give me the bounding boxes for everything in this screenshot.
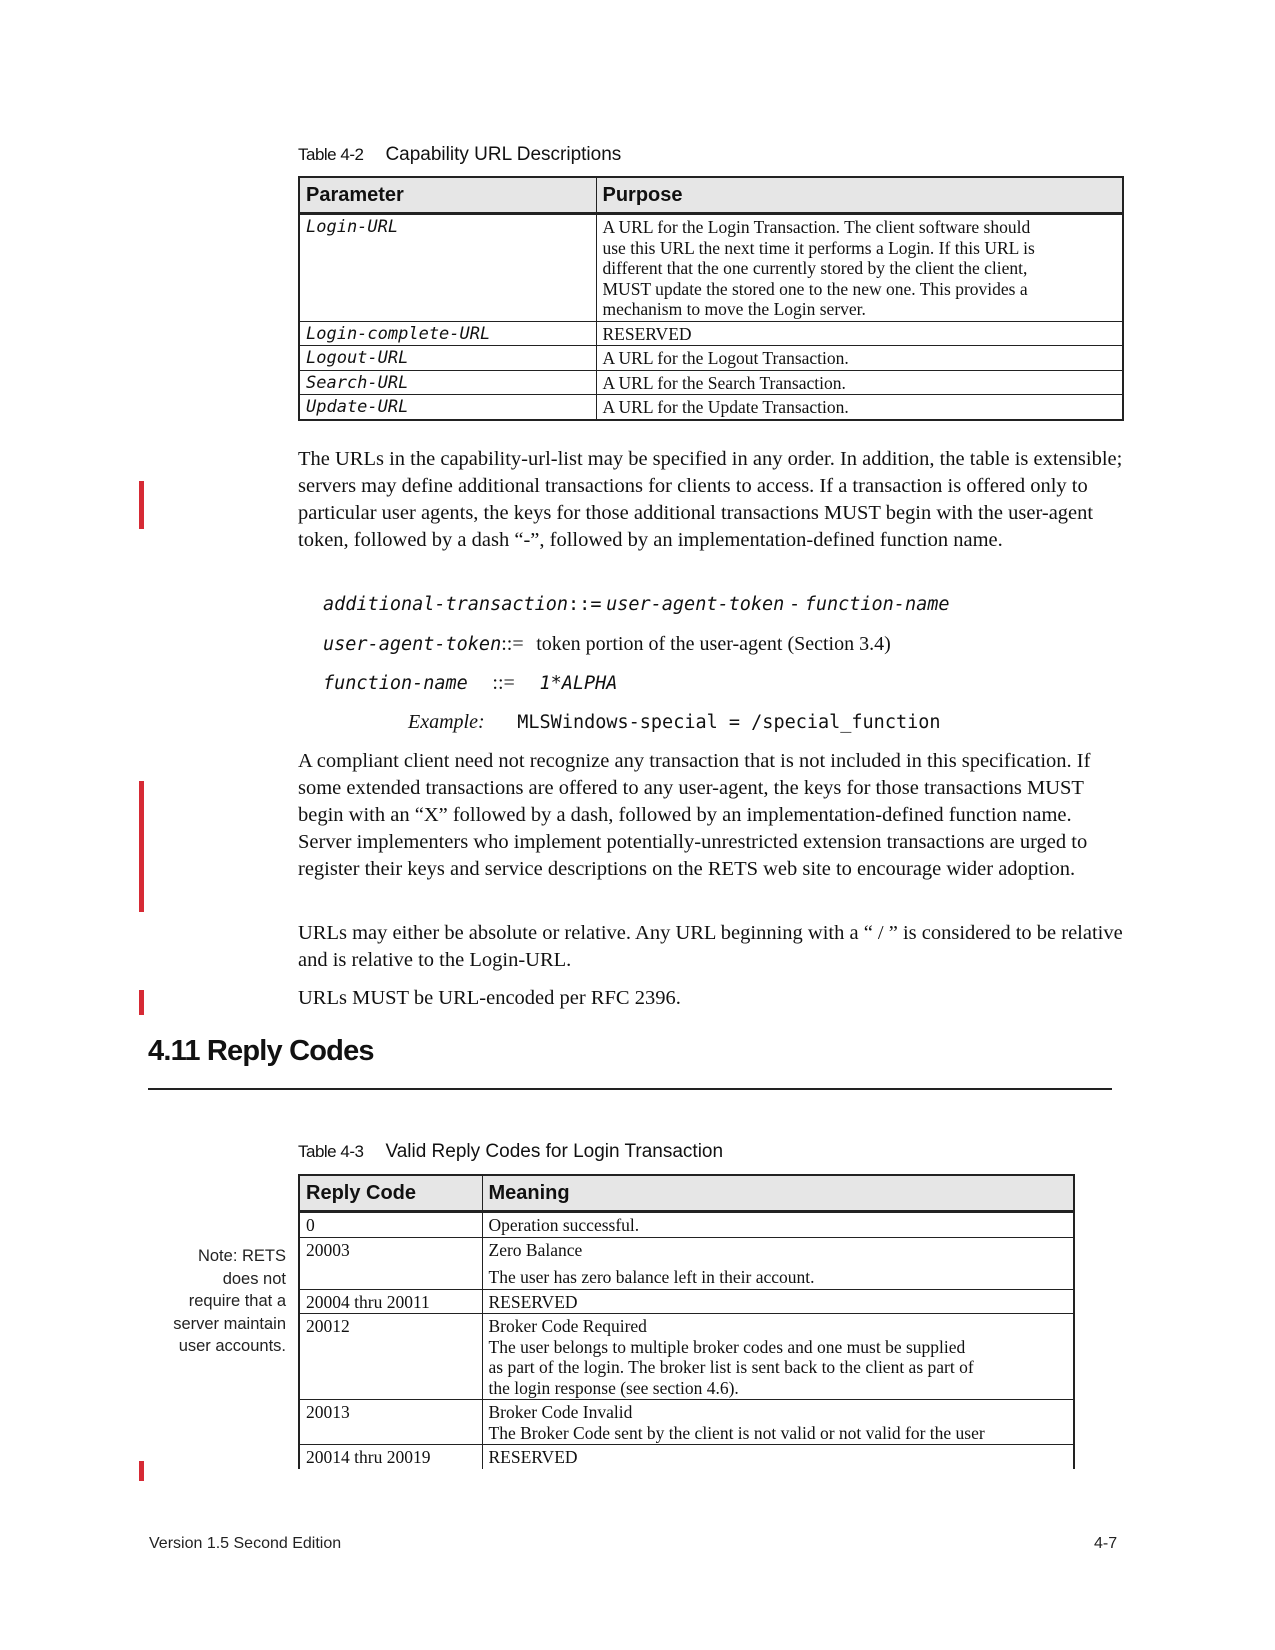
meaning-line: the login response (see section 4.6).	[488, 1377, 739, 1398]
table-caption	[298, 144, 621, 166]
meaning-cell: RESERVED	[482, 1289, 1074, 1314]
body-paragraph: A compliant client need not recognize any transaction that is not included in this specification. If some extended transactions are offered to any user-agent, the keys for those transactions MUST begin with an “X” followed by a dash, followed by an implementation-defined function name. Server implementers who implement potentially-unrestricted extension transactions are urged to register their keys and service descriptions on the RETS web site to encourage wider adoption.	[298, 750, 1091, 880]
grammar-lhs: user-agent-token	[323, 634, 502, 655]
meaning-line: The user has zero balance left in their account.	[488, 1267, 815, 1287]
parameter-cell: Update-URL	[299, 395, 596, 420]
meaning-title: Broker Code Invalid	[488, 1402, 633, 1422]
parameter-cell: Login-URL	[299, 214, 596, 322]
table-caption	[298, 1141, 723, 1163]
meaning-title: Broker Code Required	[488, 1316, 647, 1336]
table-row	[299, 346, 1123, 371]
purpose-cell: A URL for the Update Transaction.	[596, 395, 1123, 420]
table-row	[299, 395, 1123, 420]
table-row	[299, 321, 1123, 346]
note-line: server maintain	[173, 1314, 286, 1333]
grammar-rule-function-name	[323, 672, 617, 695]
grammar-rhs: function-name	[804, 594, 950, 615]
margin-note	[140, 1245, 286, 1358]
table-row	[299, 1289, 1074, 1314]
note-line: Note: RETS	[197, 1247, 286, 1265]
note-line: does not	[222, 1269, 286, 1288]
change-bar	[139, 1461, 144, 1481]
column-header-parameter: Parameter	[299, 177, 596, 214]
capability-url-table	[298, 176, 1124, 421]
note-line: user accounts.	[178, 1337, 286, 1355]
change-bar	[139, 990, 144, 1015]
section-heading: 4.11 Reply Codes	[148, 1035, 374, 1067]
parameter-cell: Search-URL	[299, 370, 596, 395]
table-number: Table 4-3	[298, 1142, 364, 1161]
table-title: Valid Reply Codes for Login Transaction	[385, 1141, 724, 1162]
meaning-cell	[482, 1314, 1074, 1400]
reply-code-cell: 20013	[299, 1400, 482, 1445]
meaning-title: Zero Balance	[488, 1239, 583, 1260]
purpose-line: different that the one currently stored by the client the client,	[602, 258, 1028, 278]
grammar-example	[408, 711, 941, 734]
footer-version: Version 1.5 Second Edition	[149, 1535, 342, 1552]
meaning-cell	[482, 1237, 1074, 1289]
grammar-rule-user-agent-token	[323, 633, 891, 656]
table-row	[299, 1237, 1074, 1289]
reply-code-cell: 20004 thru 20011	[299, 1289, 482, 1314]
meaning-line: The user belongs to multiple broker codes and one must be supplied	[488, 1336, 966, 1357]
table-row	[299, 214, 1123, 322]
example-label: Example:	[408, 711, 485, 733]
grammar-rhs: user-agent-token	[606, 594, 785, 615]
body-paragraph: URLs MUST be URL-encoded per RFC 2396.	[298, 987, 681, 1009]
purpose-line: A URL for the Login Transaction. The client software should	[602, 217, 1031, 237]
table-title: Capability URL Descriptions	[385, 144, 622, 165]
parameter-cell: Logout-URL	[299, 346, 596, 371]
meaning-line: The Broker Code sent by the client is not valid or not valid for the user	[488, 1422, 985, 1443]
purpose-cell	[596, 214, 1123, 322]
meaning-line: as part of the login. The broker list is sent back to the client as part of	[488, 1357, 974, 1377]
column-header-reply-code: Reply Code	[299, 1175, 482, 1212]
table-row	[299, 1212, 1074, 1238]
grammar-rule-additional-transaction	[323, 594, 950, 616]
grammar-dash: -	[788, 594, 801, 615]
table-row	[299, 370, 1123, 395]
table-row	[299, 1314, 1074, 1400]
grammar-operator: ::=	[501, 633, 524, 655]
grammar-operator: ::=	[492, 672, 515, 694]
meaning-cell	[482, 1400, 1074, 1445]
reply-code-cell: 0	[299, 1212, 482, 1238]
purpose-line: MUST update the stored one to the new one. This provides a	[602, 278, 1028, 299]
section-rule	[148, 1088, 1112, 1090]
purpose-cell: A URL for the Logout Transaction.	[596, 346, 1123, 371]
table-number: Table 4-2	[298, 145, 364, 164]
grammar-rhs: token portion of the user-agent (Section 3.4)	[536, 633, 891, 655]
reply-codes-table	[298, 1174, 1075, 1469]
purpose-line: use this URL the next time it performs a Login. If this URL is	[602, 237, 1035, 258]
meaning-cell: Operation successful.	[482, 1212, 1074, 1238]
column-header-meaning: Meaning	[482, 1175, 1074, 1212]
body-paragraph: The URLs in the capability-url-list may be specified in any order. In addition, the table is extensible; servers may define additional transactions for clients to access. If a transaction is offered only to particular user agents, the keys for those additional transactions MUST begin with the user-agent token, followed by a dash “-”, followed by an implementation-defined function name.	[298, 448, 1123, 551]
example-value: MLSWindows-special = /special_function	[517, 712, 941, 733]
grammar-rhs: 1*ALPHA	[539, 673, 618, 694]
purpose-cell: A URL for the Search Transaction.	[596, 370, 1123, 395]
column-header-purpose: Purpose	[596, 177, 1123, 214]
table-row	[299, 1400, 1074, 1445]
purpose-line: mechanism to move the Login server.	[602, 299, 866, 319]
meaning-cell: RESERVED	[482, 1445, 1074, 1469]
reply-code-cell: 20014 thru 20019	[299, 1445, 482, 1469]
note-line: require that a	[188, 1292, 286, 1310]
change-bar	[139, 781, 144, 912]
change-bar	[139, 481, 144, 529]
parameter-cell: Login-complete-URL	[299, 321, 596, 346]
reply-code-cell: 20012	[299, 1314, 482, 1400]
grammar-operator: ::=	[568, 594, 602, 615]
reply-code-cell: 20003	[299, 1237, 482, 1289]
table-row	[299, 1445, 1074, 1469]
grammar-lhs: function-name	[323, 673, 468, 694]
body-paragraph: URLs may either be absolute or relative. Any URL beginning with a “ / ” is considered to be relative and is relative to the Login-URL.	[298, 922, 1123, 971]
footer-page-number: 4-7	[1094, 1535, 1118, 1552]
purpose-cell: RESERVED	[596, 321, 1123, 346]
grammar-lhs: additional-transaction	[323, 594, 569, 615]
